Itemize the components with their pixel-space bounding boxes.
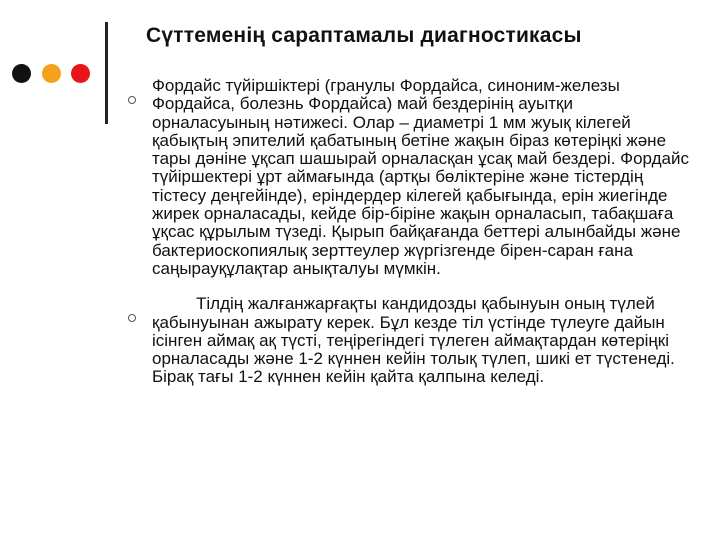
list-item [128,295,693,386]
black-dot [12,64,31,83]
red-dot [71,64,90,83]
orange-dot [42,64,61,83]
circle-bullet-icon [128,96,136,104]
title-divider-line [105,22,108,124]
bullet-list [128,60,693,404]
list-item [128,77,693,278]
slide-title: Сүттеменің сараптамалы диагностикасы [146,24,582,47]
circle-bullet-icon [128,314,136,322]
bullet-text: Фордайс түйіршіктері (гранулы Фордайса, синоним-железы Фордайса, болезнь Фордайса) май бездерінің ауытқи орналасуының нәтижесі. Олар – диаметрі 1 мм жуық кілегей қабықтың эпителий қабатының бетіне жақын біраз көтеріңкі және тары дәніне ұқсап шашырай орналасқан ұсақ май бездері. Фордайс түйіршектері ұрт аймағында (артқы бөліктеріне және тістердің тістесу деңгейінде), ерiндердер кілегей қабығында, ерін жиегінде жирек орналасады, кейде бір-біріне жақын орналасып, табақшаға ұқсас құрылым түзеді. Қырып байқағанда беттері алынбайды және бактериоскопиялық зерттеулер жүргізгенде бірен-саран ғана саңырауқұлақтар анықталуы мүмкін. [152,76,689,278]
bullet-text: Тілдің жалғанжарғақты кандидозды қабынуын оның түлей қабынуынан ажырату керек. Бұл кезде тіл үстінде түлеуге дайын ісінген аймақ ақ түсті, теңірегіндегі түлеген аймақтардан көтеріңкі орналасады және 1-2 күннен кейін толық түлеп, шикі ет түстенеді. Бірақ тағы 1-2 күннен кейін қайта қалпына келеді. [152,294,675,387]
